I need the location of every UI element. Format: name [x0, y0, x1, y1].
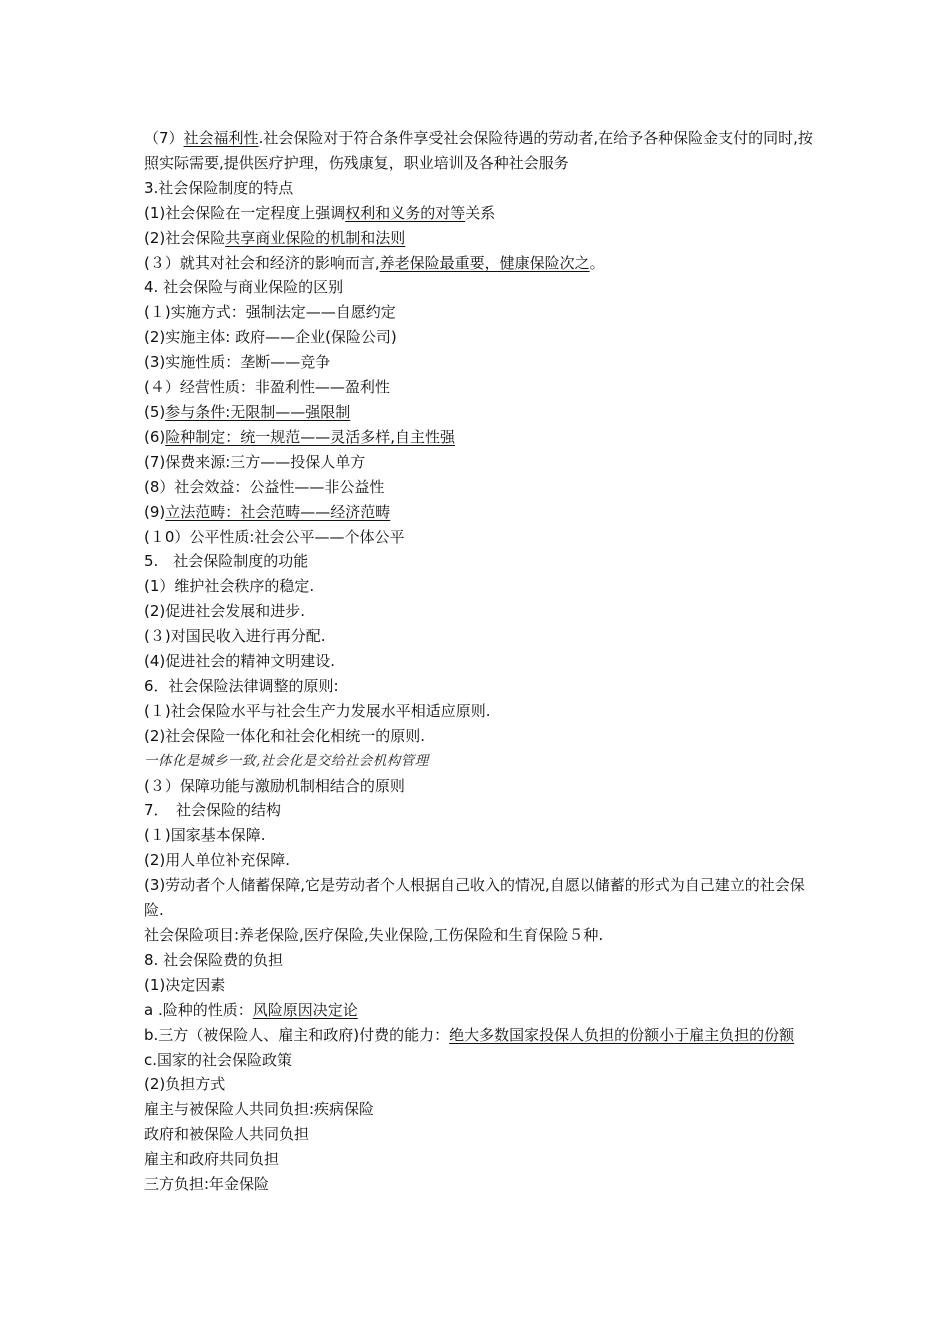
text-line — [144, 475, 814, 500]
text-segment: (2)促进社会发展和进步. — [144, 602, 306, 621]
text-segment: (３）就其对社会和经济的影响而言, — [144, 253, 380, 272]
text-segment: (2)负担方式 — [144, 1075, 226, 1094]
text-segment: 。 — [589, 253, 605, 272]
underlined-text: 权利和义务的对等 — [345, 203, 466, 222]
text-segment: (4)促进社会的精神文明建设. — [144, 652, 336, 671]
text-segment: (3)劳动者个人储蓄保障,它是劳动者个人根据自己收入的情况,自愿以储蓄的形式为自己建立的社会保险. — [144, 876, 805, 920]
text-segment: c.国家的社会保险政策 — [144, 1050, 293, 1069]
text-line — [144, 325, 814, 350]
document-body — [144, 126, 814, 1197]
text-line — [144, 674, 814, 699]
text-line — [144, 1172, 814, 1197]
text-segment: (8）社会效益：公益性——非公益性 — [144, 477, 385, 496]
text-line — [144, 1023, 814, 1048]
text-segment: (３）保障功能与激励机制相结合的原则 — [144, 776, 405, 795]
text-line — [144, 649, 814, 674]
text-line — [144, 500, 814, 525]
underlined-text: 风险原因决定论 — [252, 1000, 358, 1019]
text-segment: (2)实施主体: 政府——企业(保险公司) — [144, 328, 397, 347]
text-line — [144, 176, 814, 201]
text-segment: 三方负担:年金保险 — [144, 1175, 270, 1194]
text-line — [144, 1147, 814, 1172]
text-segment: 7． 社会保险的结构 — [144, 801, 282, 820]
text-segment: (5) — [144, 402, 166, 421]
text-line — [144, 998, 814, 1023]
text-segment: 政府和被保险人共同负担 — [144, 1125, 310, 1144]
text-line — [144, 226, 814, 251]
text-line — [144, 599, 814, 624]
text-line — [144, 425, 814, 450]
text-line — [144, 1072, 814, 1097]
underlined-text: 社会福利性 — [183, 129, 259, 147]
text-segment: (9) — [144, 502, 166, 521]
text-line — [144, 525, 814, 550]
text-segment: (４）经营性质：非盈利性——盈利性 — [144, 378, 390, 397]
text-segment: a .险种的性质： — [144, 1000, 253, 1019]
text-line — [144, 724, 814, 749]
text-line — [144, 375, 814, 400]
text-segment: (7)保费来源:三方——投保人单方 — [144, 452, 366, 471]
text-line — [144, 201, 814, 226]
text-line — [144, 923, 814, 948]
text-segment: （7） — [144, 129, 184, 147]
text-line — [144, 1122, 814, 1147]
text-segment: (1)社会保险在一定程度上强调 — [144, 203, 346, 222]
text-segment: b.三方（被保险人、雇主和政府)付费的能力： — [144, 1025, 450, 1044]
text-segment: 一体化是城乡一致,社会化是交给社会机构管理 — [144, 752, 429, 769]
text-line — [144, 873, 814, 923]
text-segment: (2)社会保险 — [144, 228, 226, 247]
text-line — [144, 848, 814, 873]
text-segment: (1)决定因素 — [144, 975, 226, 994]
handwritten-note — [144, 749, 814, 774]
text-line — [144, 126, 814, 176]
text-line — [144, 300, 814, 325]
text-segment: (１)实施方式：强制法定——自愿约定 — [144, 303, 396, 322]
text-line — [144, 350, 814, 375]
text-segment: 关系 — [465, 203, 496, 222]
text-line — [144, 699, 814, 724]
underlined-text: 险种制定：统一规范——灵活多样,自主性强 — [165, 427, 456, 446]
text-segment: (2)用人单位补充保障. — [144, 851, 291, 870]
text-line — [144, 1048, 814, 1073]
text-segment: (３)对国民收入进行再分配. — [144, 627, 326, 646]
text-line — [144, 823, 814, 848]
text-segment: 6．社会保险法律调整的原则: — [144, 676, 339, 695]
text-line — [144, 774, 814, 799]
text-line — [144, 1097, 814, 1122]
text-segment: (6) — [144, 427, 166, 446]
underlined-text: 立法范畴：社会范畴——经济范畴 — [165, 502, 391, 521]
text-line — [144, 624, 814, 649]
text-segment: (１)社会保险水平与社会生产力发展水平相适应原则. — [144, 701, 491, 720]
text-segment: (１)国家基本保障. — [144, 826, 266, 845]
text-line — [144, 450, 814, 475]
text-line — [144, 400, 814, 425]
text-segment: .社会保险对于符合条件享受社会保险待遇的劳动者,在给予各种保险金支付的同时,按照实际需要,提供医疗护理，伤残康复，职业培训及各种社会服务 — [144, 129, 813, 172]
text-segment: 8. 社会保险费的负担 — [144, 950, 284, 969]
underlined-text: 绝大多数国家投保人负担的份额小于雇主负担的份额 — [449, 1025, 795, 1044]
text-segment: 4. 社会保险与商业保险的区别 — [144, 278, 344, 297]
text-segment: (2)社会保险一体化和社会化相统一的原则. — [144, 726, 426, 745]
text-line — [144, 275, 814, 300]
text-line — [144, 798, 814, 823]
text-segment: 雇主与被保险人共同负担:疾病保险 — [144, 1100, 375, 1119]
text-segment: 雇主和政府共同负担 — [144, 1150, 280, 1169]
text-segment: 5. 社会保险制度的功能 — [144, 552, 309, 571]
underlined-text: 参与条件:无限制——强限制 — [165, 402, 351, 421]
text-segment: (1）维护社会秩序的稳定. — [144, 577, 315, 596]
underlined-text: 养老保险最重要，健康保险次之 — [379, 253, 590, 272]
text-line — [144, 549, 814, 574]
text-line — [144, 973, 814, 998]
text-segment: (3)实施性质：垄断——竞争 — [144, 353, 331, 372]
text-segment: 社会保险项目:养老保险,医疗保险,失业保险,工伤保险和生育保险５种. — [144, 926, 604, 944]
text-segment: (１0）公平性质:社会公平——个体公平 — [144, 527, 405, 546]
text-line — [144, 948, 814, 973]
underlined-text: 共享商业保险的机制和法则 — [225, 228, 406, 247]
text-line — [144, 251, 814, 276]
text-line — [144, 574, 814, 599]
text-segment: 3.社会保险制度的特点 — [144, 178, 294, 197]
